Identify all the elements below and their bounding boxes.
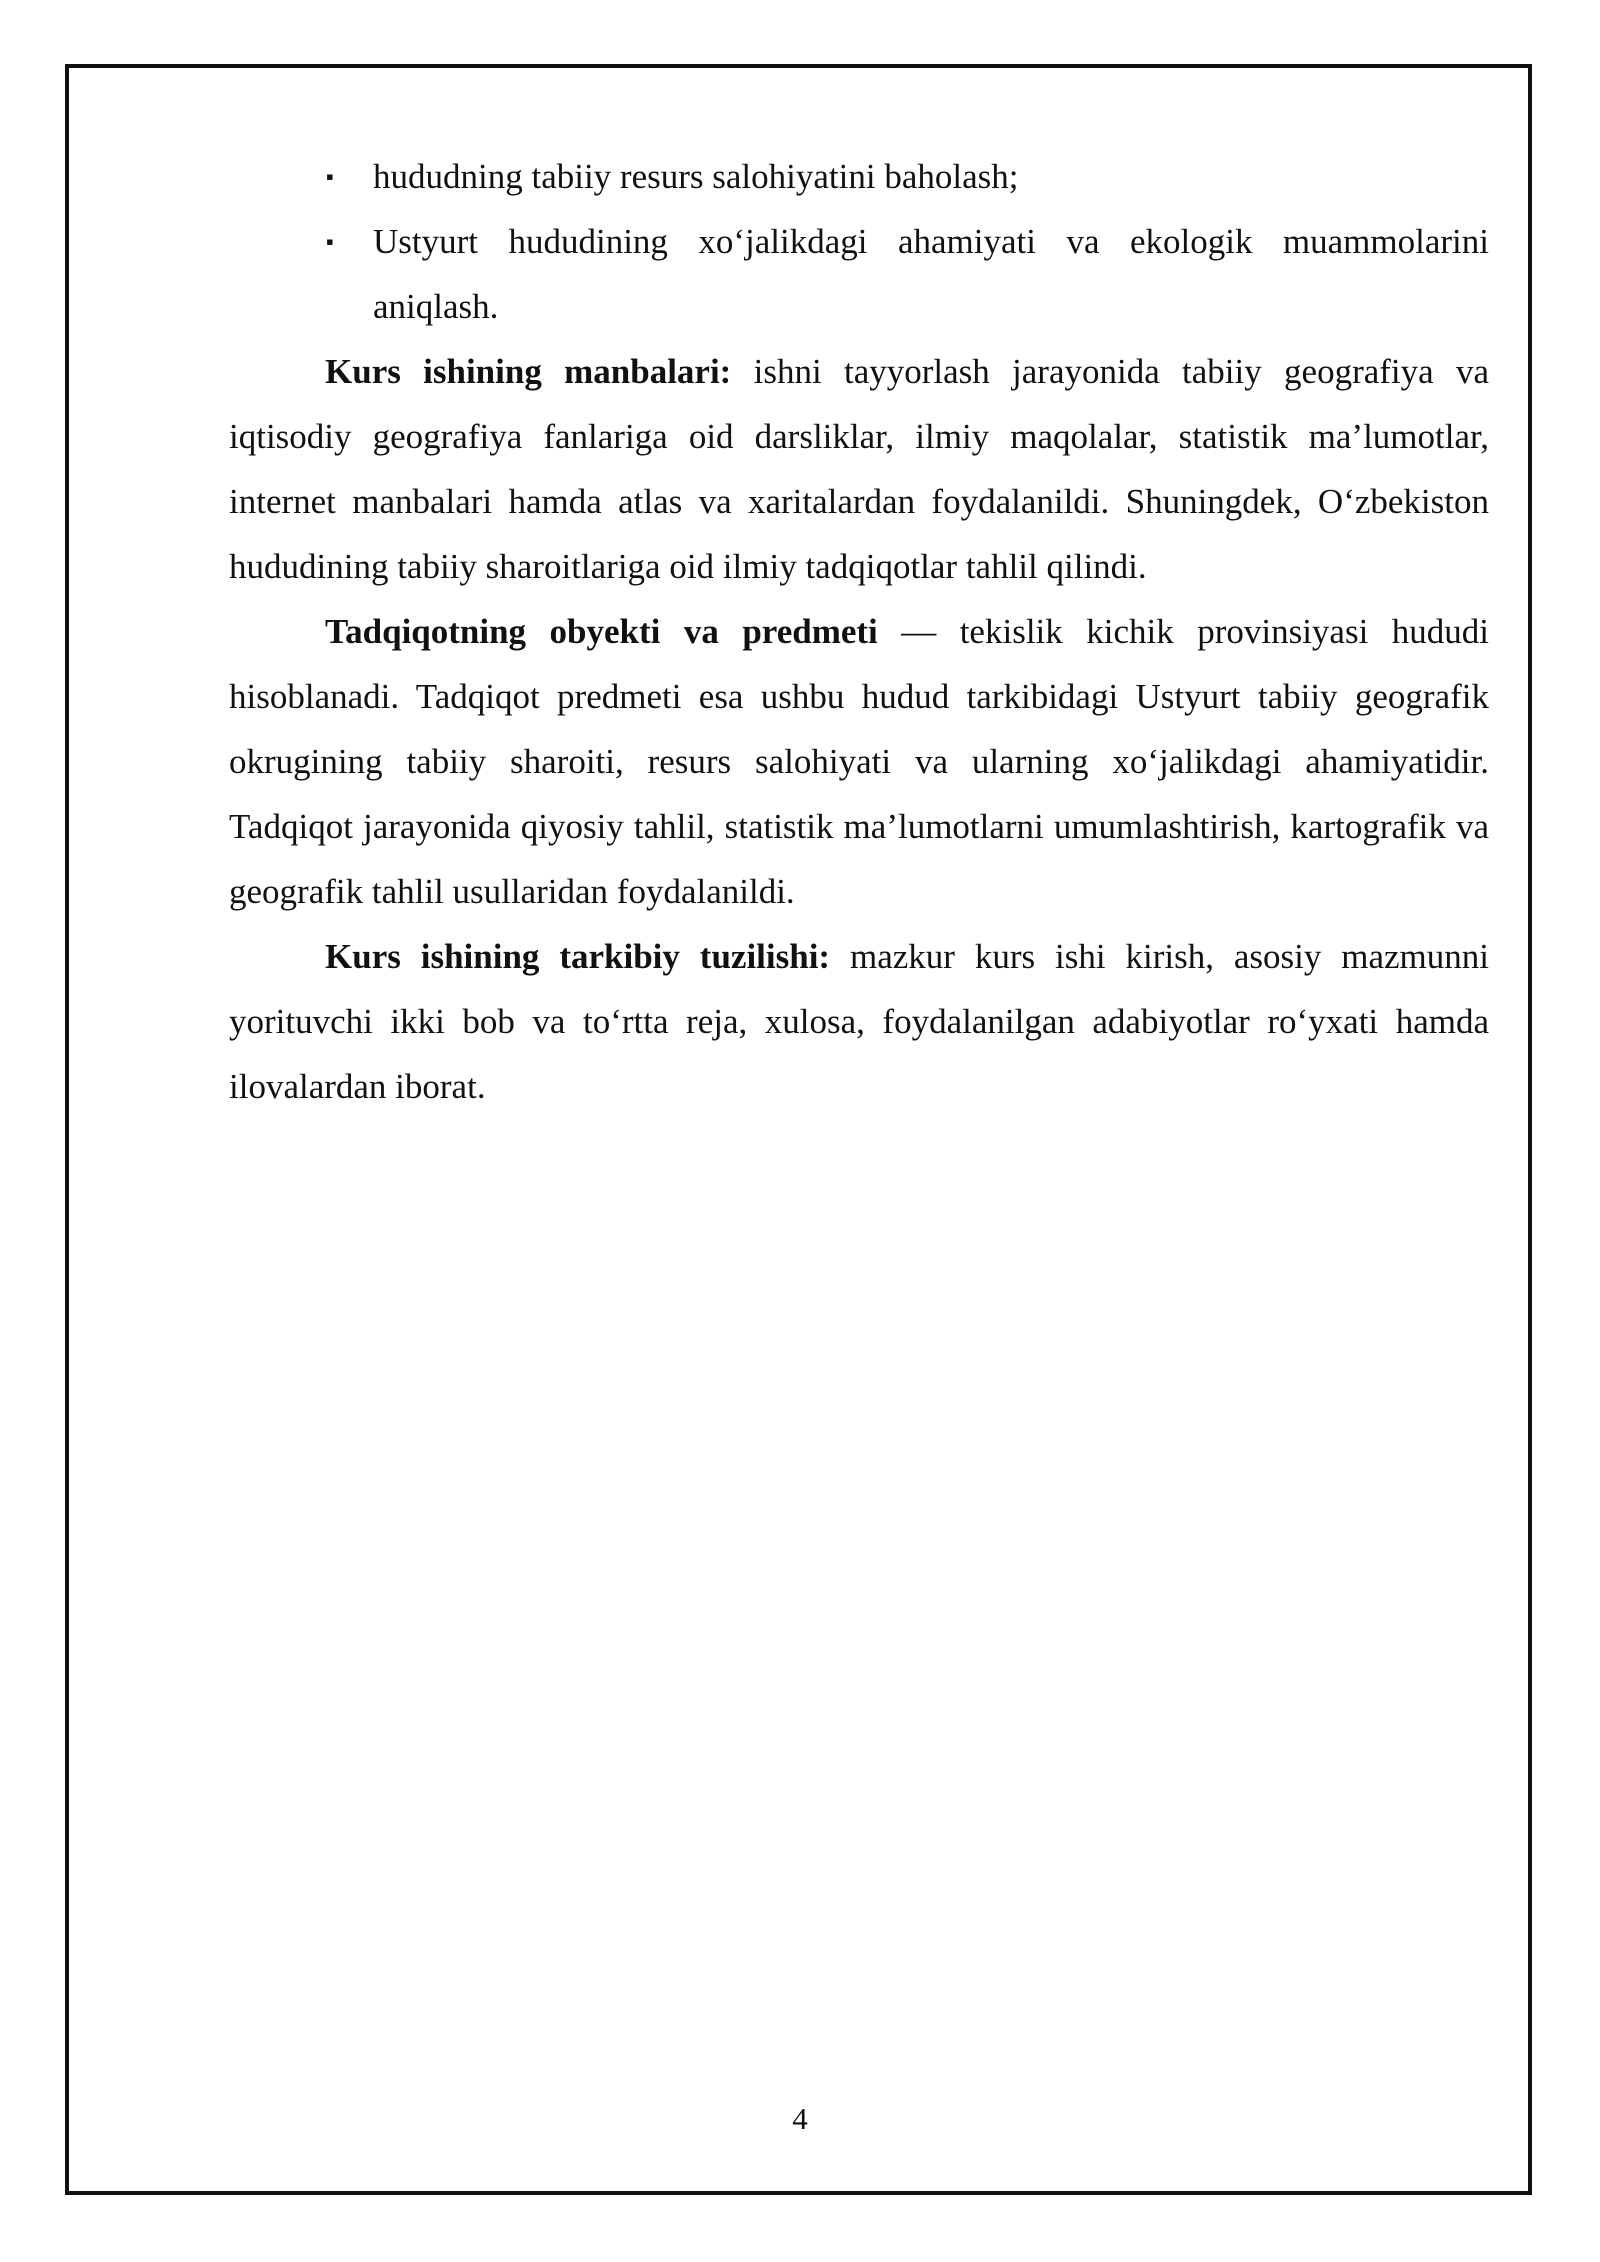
paragraph-heading: Tadqiqotning obyekti va predmeti: [325, 612, 878, 651]
object-subject-paragraph: [229, 599, 1489, 924]
list-item: [229, 209, 1489, 339]
paragraph-text: mazkur kurs ishi kirish, asosiy mazmunni yorituvchi ikki bob va to‘rtta reja, xulosa, foydalanilgan adabiyotlar ro‘yxati hamda ilovalardan iborat.: [229, 937, 1489, 1106]
paragraph-heading: Kurs ishining manbalari:: [325, 352, 732, 391]
square-bullet-icon: ▪: [326, 164, 334, 189]
square-bullet-icon: ▪: [326, 229, 334, 254]
paragraph-heading: Kurs ishining tarkibiy tuzilishi:: [325, 937, 831, 976]
document-body: [229, 144, 1489, 1119]
structure-paragraph: [229, 924, 1489, 1119]
paragraph-text: ishni tayyorlash jarayonida tabiiy geografiya va iqtisodiy geografiya fanlariga oid darsliklar, ilmiy maqolalar, statistik ma’lumotlar, internet manbalari hamda atlas va xaritalardan foydalanildi. Shuningdek, O‘zbekiston hududining tabiiy sharoitlariga oid ilmiy tadqiqotlar tahlil qilindi.: [229, 352, 1489, 586]
sources-paragraph: [229, 339, 1489, 599]
list-item: [229, 144, 1489, 209]
objectives-list: [229, 144, 1489, 339]
page-number: 4: [792, 2101, 808, 2136]
paragraph-text: — tekislik kichik provinsiyasi hududi hisoblanadi. Tadqiqot predmeti esa ushbu hudud tarkibidagi Ustyurt tabiiy geografik okrugining tabiiy sharoiti, resurs salohiyati va ularning xo‘jalikdagi ahamiyatidir. Tadqiqot jarayonida qiyosiy tahlil, statistik ma’lumotlarni umumlashtirish, kartografik va geografik tahlil usullaridan foydalanildi.: [229, 612, 1489, 911]
list-item-text: Ustyurt hududining xo‘jalikdagi ahamiyati va ekologik muammolarini aniqlash.: [373, 222, 1489, 326]
list-item-text: hududning tabiiy resurs salohiyatini baholash;: [373, 157, 1019, 196]
